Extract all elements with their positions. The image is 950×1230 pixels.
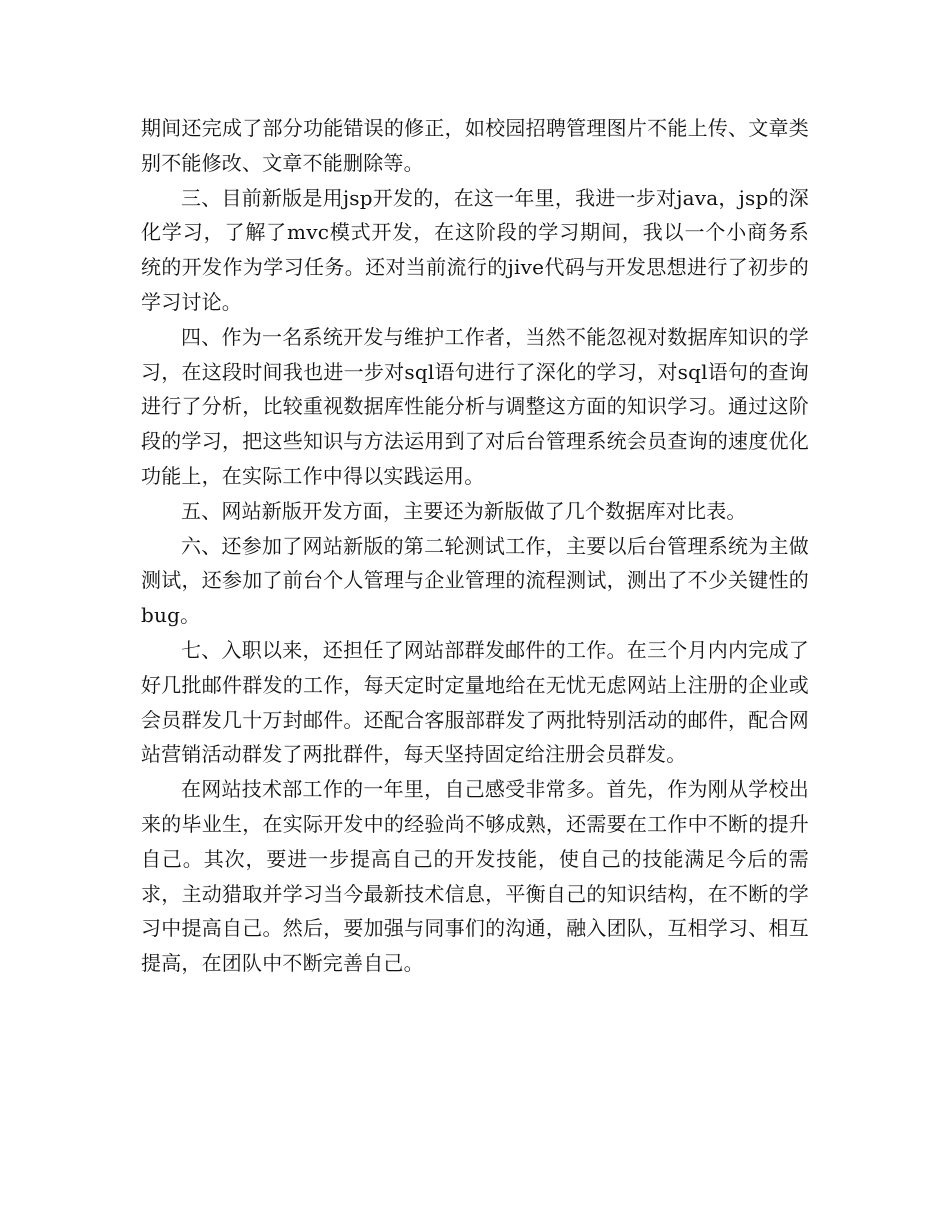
paragraph-item-7-email: 七、入职以来，还担任了网站部群发邮件的工作。在三个月内内完成了好几批邮件群发的工作，每天定时定量地给在无忧无虑网站上注册的企业或会员群发几十万封邮件。还配合客服部群发了两批特别活动的邮件，配合网站营销活动群发了两批群件，每天坚持固定给注册会员群发。 [141, 637, 809, 767]
paragraph-item-6-testing: 六、还参加了网站新版的第二轮测试工作，主要以后台管理系统为主做测试，还参加了前台个人管理与企业管理的流程测试，测出了不少关键性的bug。 [141, 533, 809, 628]
paragraph-item-3-jsp: 三、目前新版是用jsp开发的，在这一年里，我进一步对java，jsp的深化学习，了解了mvc模式开发，在这阶段的学习期间，我以一个小商务系统的开发作为学习任务。还对当前流行的jive代码与开发思想进行了初步的学习讨论。 [141, 185, 809, 314]
paragraph-continuation: 期间还完成了部分功能错误的修正，如校园招聘管理图片不能上传、文章类别不能修改、文章不能删除等。 [141, 116, 809, 175]
paragraph-summary: 在网站技术部工作的一年里，自己感受非常多。首先，作为刚从学校出来的毕业生，在实际开发中的经验尚不够成熟，还需要在工作中不断的提升自己。其次，要进一步提高自己的开发技能，使自己的技能满足今后的需求，主动猎取并学习当今最新技术信息，平衡自己的知识结构，在不断的学习中提高自己。然后，要加强与同事们的沟通，融入团队，互相学习、相互提高，在团队中不断完善自己。 [141, 777, 809, 976]
document-body [141, 111, 809, 981]
paragraph-item-5-new-version: 五、网站新版开发方面，主要还为新版做了几个数据库对比表。 [181, 498, 747, 523]
paragraph-item-4-database: 四、作为一名系统开发与维护工作者，当然不能忽视对数据库知识的学习，在这段时间我也进一步对sql语句进行了深化的学习，对sql语句的查询进行了分析，比较重视数据库性能分析与调整这方面的知识学习。通过这阶段的学习，把这些知识与方法运用到了对后台管理系统会员查询的速度优化功能上，在实际工作中得以实践运用。 [141, 324, 809, 488]
